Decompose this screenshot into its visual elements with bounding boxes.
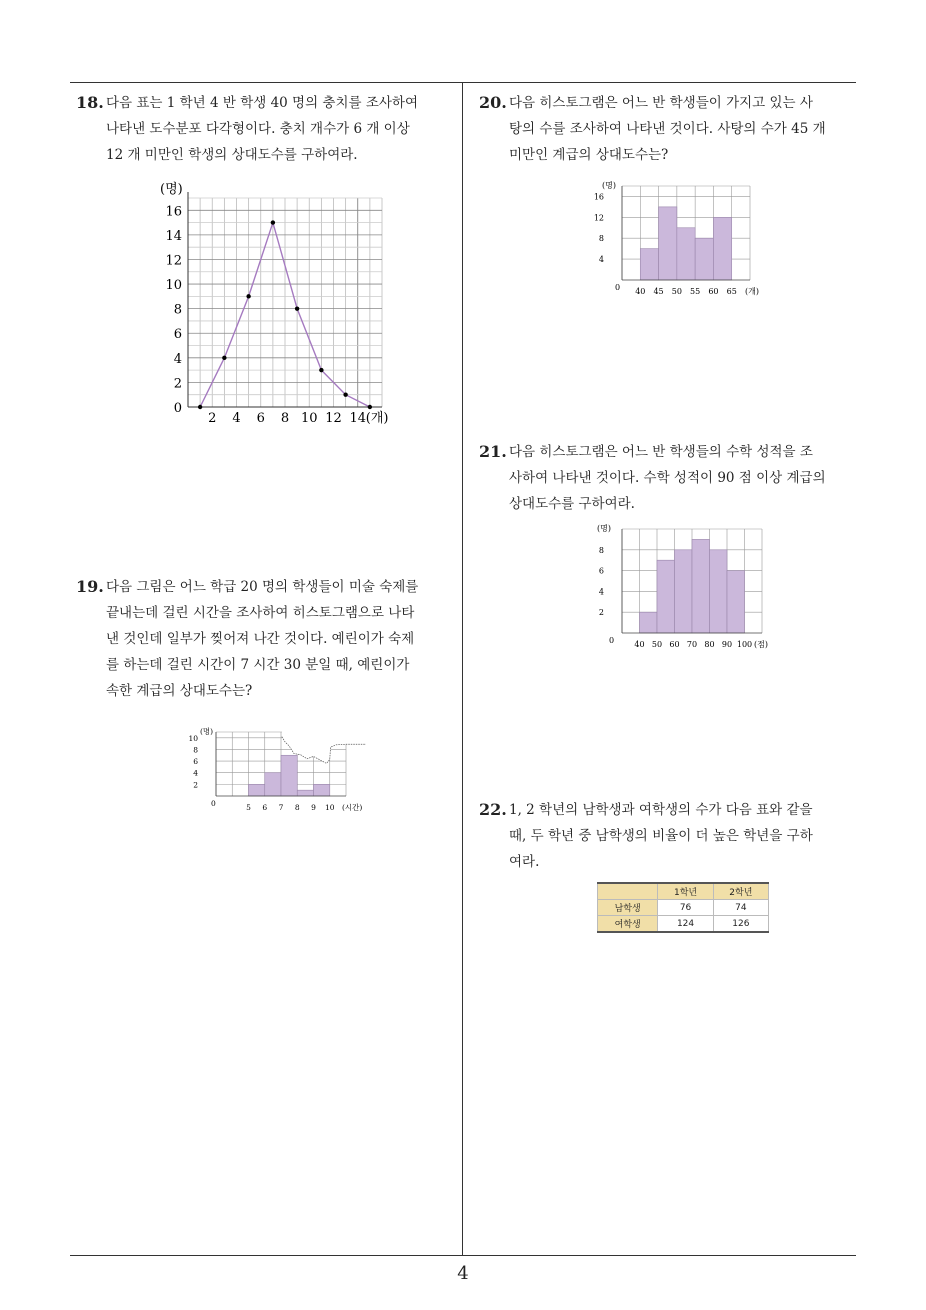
x-tick-label: 55 <box>690 287 701 296</box>
table-header-cell: 2학년 <box>713 883 768 900</box>
y-tick-label: 8 <box>193 745 198 755</box>
problem-line: 다음 그림은 어느 학급 20 명의 학생들이 미술 숙제를 <box>106 579 419 595</box>
problem-line: 낸 것인데 일부가 찢어져 나간 것이다. 예린이가 숙제 <box>106 631 415 647</box>
data-point <box>198 405 202 409</box>
y-tick-label: 6 <box>193 757 198 767</box>
table-cell: 126 <box>713 916 768 933</box>
y-tick-label: 16 <box>165 204 182 220</box>
problem-21 <box>479 439 863 512</box>
histogram-bar <box>281 755 297 796</box>
frequency-polygon-chart <box>150 178 410 428</box>
histogram-bar <box>314 784 330 796</box>
y-unit-label: (명) <box>200 727 214 736</box>
y-unit-label: (명) <box>602 181 616 190</box>
histogram-bar <box>249 784 265 796</box>
data-point <box>319 368 323 372</box>
x-tick-label: 70 <box>686 640 698 649</box>
problem-line: 나타낸 도수분포 다각형이다. 충치 개수가 6 개 이상 <box>106 121 410 137</box>
problem-number: 19. <box>76 577 104 596</box>
x-tick-label: 10 <box>324 803 335 812</box>
y-tick-label: 8 <box>598 234 604 244</box>
problem-line: 다음 히스토그램은 어느 반 학생들의 수학 성적을 조 <box>509 444 813 460</box>
table-header-cell: 1학년 <box>658 883 713 900</box>
x-tick-label: 40 <box>635 287 646 296</box>
y-unit-label: (명) <box>160 182 183 197</box>
x-tick-label: 5 <box>246 803 251 812</box>
data-point <box>295 306 299 310</box>
problem-19 <box>76 574 460 699</box>
y-tick-label: 4 <box>173 351 182 367</box>
x-unit-label: (개) <box>745 287 759 296</box>
histogram-bar <box>640 249 658 280</box>
problem-line: 탕의 수를 조사하여 나타낸 것이다. 사탕의 수가 45 개 <box>509 121 826 137</box>
histogram-bar <box>657 560 675 633</box>
histogram-bar <box>727 571 745 633</box>
y-tick-label: 2 <box>193 780 198 790</box>
x-tick-label: 8 <box>280 411 290 426</box>
y-tick-label: 10 <box>165 278 182 294</box>
problem-line: 상대도수를 구하여라. <box>509 496 635 512</box>
y-tick-label: 8 <box>598 545 604 555</box>
x-tick-label: 90 <box>721 640 733 649</box>
x-tick-label: 6 <box>256 411 265 426</box>
y-tick-label: 14 <box>165 228 182 244</box>
x-tick-label: 50 <box>651 640 663 649</box>
y-tick-label: 0 <box>173 401 182 416</box>
origin-label: 0 <box>615 283 621 292</box>
x-tick-label: 60 <box>669 640 680 649</box>
data-point <box>222 356 226 360</box>
x-tick-label: 2 <box>208 411 217 426</box>
y-tick-label: 2 <box>598 608 604 618</box>
x-tick-label: 7 <box>278 803 284 812</box>
x-tick-label: 60 <box>708 287 719 296</box>
y-unit-label: (명) <box>597 524 611 533</box>
x-tick-label: 6 <box>262 803 268 812</box>
problem-line: 12 개 미만인 학생의 상대도수를 구하여라. <box>106 147 358 163</box>
problem-line: 다음 히스토그램은 어느 반 학생들이 가지고 있는 사 <box>509 95 813 111</box>
x-tick-label: 65 <box>726 287 737 296</box>
table-cell: 76 <box>658 900 713 916</box>
problem-line: 다음 표는 1 학년 4 반 학생 40 명의 충치를 조사하여 <box>106 95 419 111</box>
torn-histogram-chart <box>188 718 366 818</box>
table-row <box>598 900 769 916</box>
page-number: 4 <box>457 1263 469 1284</box>
problem-line: 속한 계급의 상대도수는? <box>106 683 253 699</box>
histogram-bar <box>640 612 658 633</box>
problem-line: 사하여 나타낸 것이다. 수학 성적이 90 점 이상 계급의 <box>509 470 826 486</box>
candy-histogram-chart <box>593 174 780 300</box>
x-tick-label: 50 <box>671 287 682 296</box>
table-cell: 124 <box>658 916 713 933</box>
y-tick-label: 2 <box>173 376 182 392</box>
x-tick-label: 80 <box>704 640 715 649</box>
origin-label: 0 <box>609 636 615 645</box>
histogram-bar <box>265 773 281 796</box>
problem-number: 21. <box>479 442 507 461</box>
problem-line: 끝내는데 걸린 시간을 조사하여 히스토그램으로 나타 <box>106 605 415 621</box>
histogram-bar <box>695 238 713 280</box>
x-tick-label: 10 <box>300 411 318 426</box>
y-tick-label: 6 <box>173 327 182 343</box>
table-header-row <box>598 883 769 900</box>
x-tick-label: 45 <box>653 287 664 296</box>
histogram-bar <box>692 539 710 633</box>
x-tick-label: 9 <box>311 803 316 812</box>
x-tick-label: 40 <box>634 640 645 649</box>
problem-number: 18. <box>76 93 104 112</box>
y-tick-label: 6 <box>598 566 604 576</box>
y-tick-label: 4 <box>193 768 198 778</box>
bottom-rule <box>70 1255 856 1256</box>
x-tick-label: 8 <box>294 803 300 812</box>
row-header-cell: 남학생 <box>598 900 658 916</box>
x-unit-label: (시간) <box>342 803 363 812</box>
x-tick-label: 14 <box>349 411 367 426</box>
problem-line: 를 하는데 걸린 시간이 7 시간 30 분일 때, 예린이가 <box>106 657 410 673</box>
histogram-bar <box>713 217 731 280</box>
problem-line: 때, 두 학년 중 남학생의 비율이 더 높은 학년을 구하 <box>509 828 813 844</box>
y-tick-label: 12 <box>593 213 604 223</box>
x-tick-label: 12 <box>325 411 342 426</box>
problem-line: 여라. <box>509 854 540 870</box>
table-row <box>598 916 769 933</box>
problem-18 <box>76 90 460 163</box>
math-score-histogram-chart <box>597 524 780 652</box>
histogram-bar <box>710 550 728 633</box>
y-tick-label: 8 <box>173 302 182 318</box>
histogram-bar <box>297 790 313 796</box>
x-tick-label: 4 <box>232 411 241 426</box>
table-header-cell <box>598 883 658 900</box>
data-point <box>343 393 347 397</box>
histogram-bar <box>675 550 693 633</box>
y-tick-label: 16 <box>593 192 604 202</box>
x-unit-label: (개) <box>365 411 389 426</box>
histogram-bar <box>677 228 695 280</box>
y-tick-label: 4 <box>598 255 604 265</box>
table-cell: 74 <box>713 900 768 916</box>
top-rule <box>70 82 856 83</box>
row-header-cell: 여학생 <box>598 916 658 933</box>
problem-number: 20. <box>479 93 507 112</box>
y-tick-label: 4 <box>598 587 604 597</box>
problem-22 <box>479 797 863 870</box>
problem-number: 22. <box>479 800 507 819</box>
data-point <box>271 220 275 224</box>
histogram-bar <box>659 207 677 280</box>
x-unit-label: (점) <box>754 640 768 649</box>
data-point <box>368 405 372 409</box>
y-tick-label: 10 <box>188 733 198 743</box>
problem-line: 1, 2 학년의 남학생과 여학생의 수가 다음 표와 같을 <box>509 802 813 818</box>
y-tick-label: 12 <box>165 253 182 269</box>
student-count-table <box>597 882 769 933</box>
x-tick-label: 100 <box>736 640 753 649</box>
origin-label: 0 <box>211 799 216 808</box>
problem-20 <box>479 90 863 163</box>
data-point <box>246 294 250 298</box>
problem-line: 미만인 계급의 상대도수는? <box>509 147 669 163</box>
